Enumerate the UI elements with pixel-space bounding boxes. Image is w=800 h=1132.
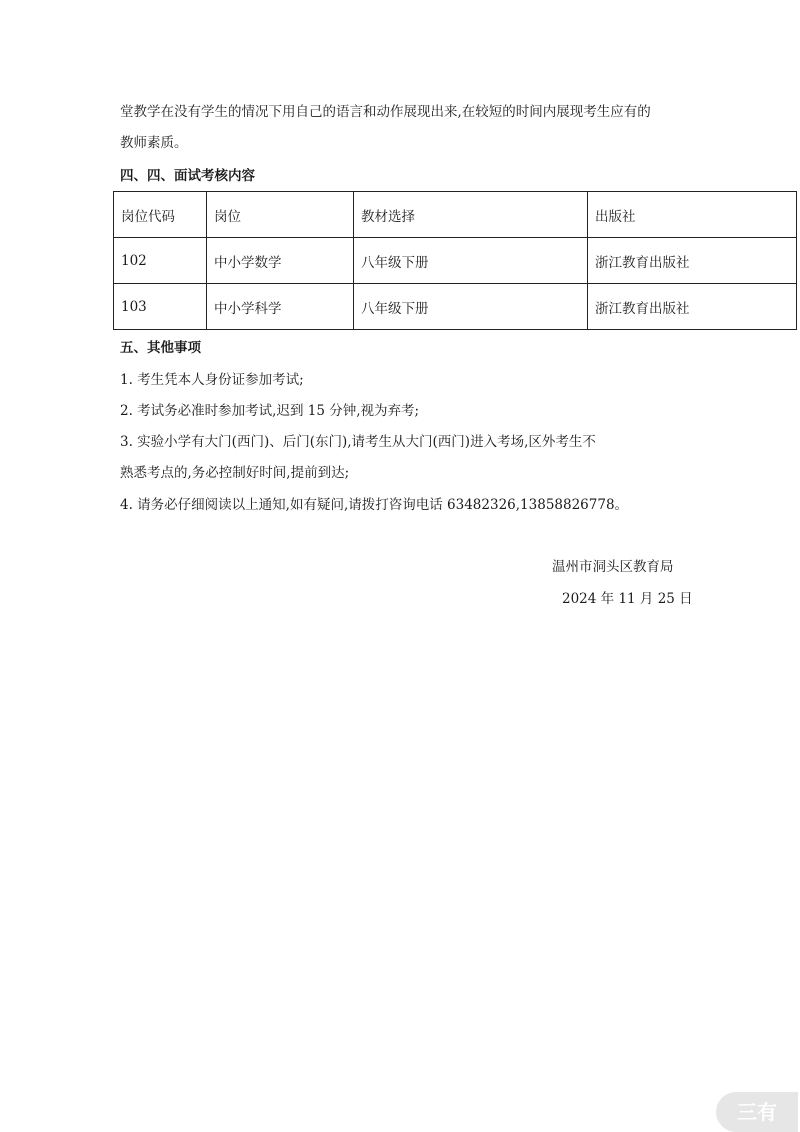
table-header-cell: 出版社 — [588, 192, 797, 238]
list-item: 熟悉考点的,务必控制好时间,提前到达; — [120, 465, 350, 481]
signature-date: 2024 年 11 月 25 日 — [562, 591, 693, 607]
intro-line-2: 教师素质。 — [120, 135, 188, 151]
table-cell: 浙江教育出版社 — [588, 284, 797, 330]
list-item: 2. 考试务必准时参加考试,迟到 15 分钟,视为弃考; — [120, 403, 420, 419]
intro-line-1: 堂教学在没有学生的情况下用自己的语言和动作展现出来,在较短的时间内展现考生应有的 — [120, 104, 651, 120]
table-cell: 八年级下册 — [354, 238, 588, 284]
table-cell: 103 — [114, 284, 207, 330]
table-header-row — [114, 192, 797, 238]
table-header-cell: 岗位 — [207, 192, 354, 238]
list-item: 3. 实验小学有大门(西门)、后门(东门),请考生从大门(西门)进入考场,区外考生不 — [120, 434, 596, 450]
table-row — [114, 238, 797, 284]
signature-organization: 温州市洞头区教育局 — [552, 559, 674, 575]
section-4-heading: 四、四、面试考核内容 — [120, 168, 255, 184]
table-cell: 中小学科学 — [207, 284, 354, 330]
table-cell: 浙江教育出版社 — [588, 238, 797, 284]
floating-badge-button[interactable]: 三有 — [716, 1092, 798, 1132]
list-item: 4. 请务必仔细阅读以上通知,如有疑问,请拨打咨询电话 63482326,13858826778。 — [120, 497, 629, 513]
table-cell: 中小学数学 — [207, 238, 354, 284]
list-item: 1. 考生凭本人身份证参加考试; — [120, 372, 304, 388]
section-5-heading: 五、其他事项 — [120, 340, 201, 356]
table-cell: 八年级下册 — [354, 284, 588, 330]
exam-content-table — [113, 191, 797, 330]
table-header-cell: 教材选择 — [354, 192, 588, 238]
table-cell: 102 — [114, 238, 207, 284]
table-header-cell: 岗位代码 — [114, 192, 207, 238]
table-row — [114, 284, 797, 330]
